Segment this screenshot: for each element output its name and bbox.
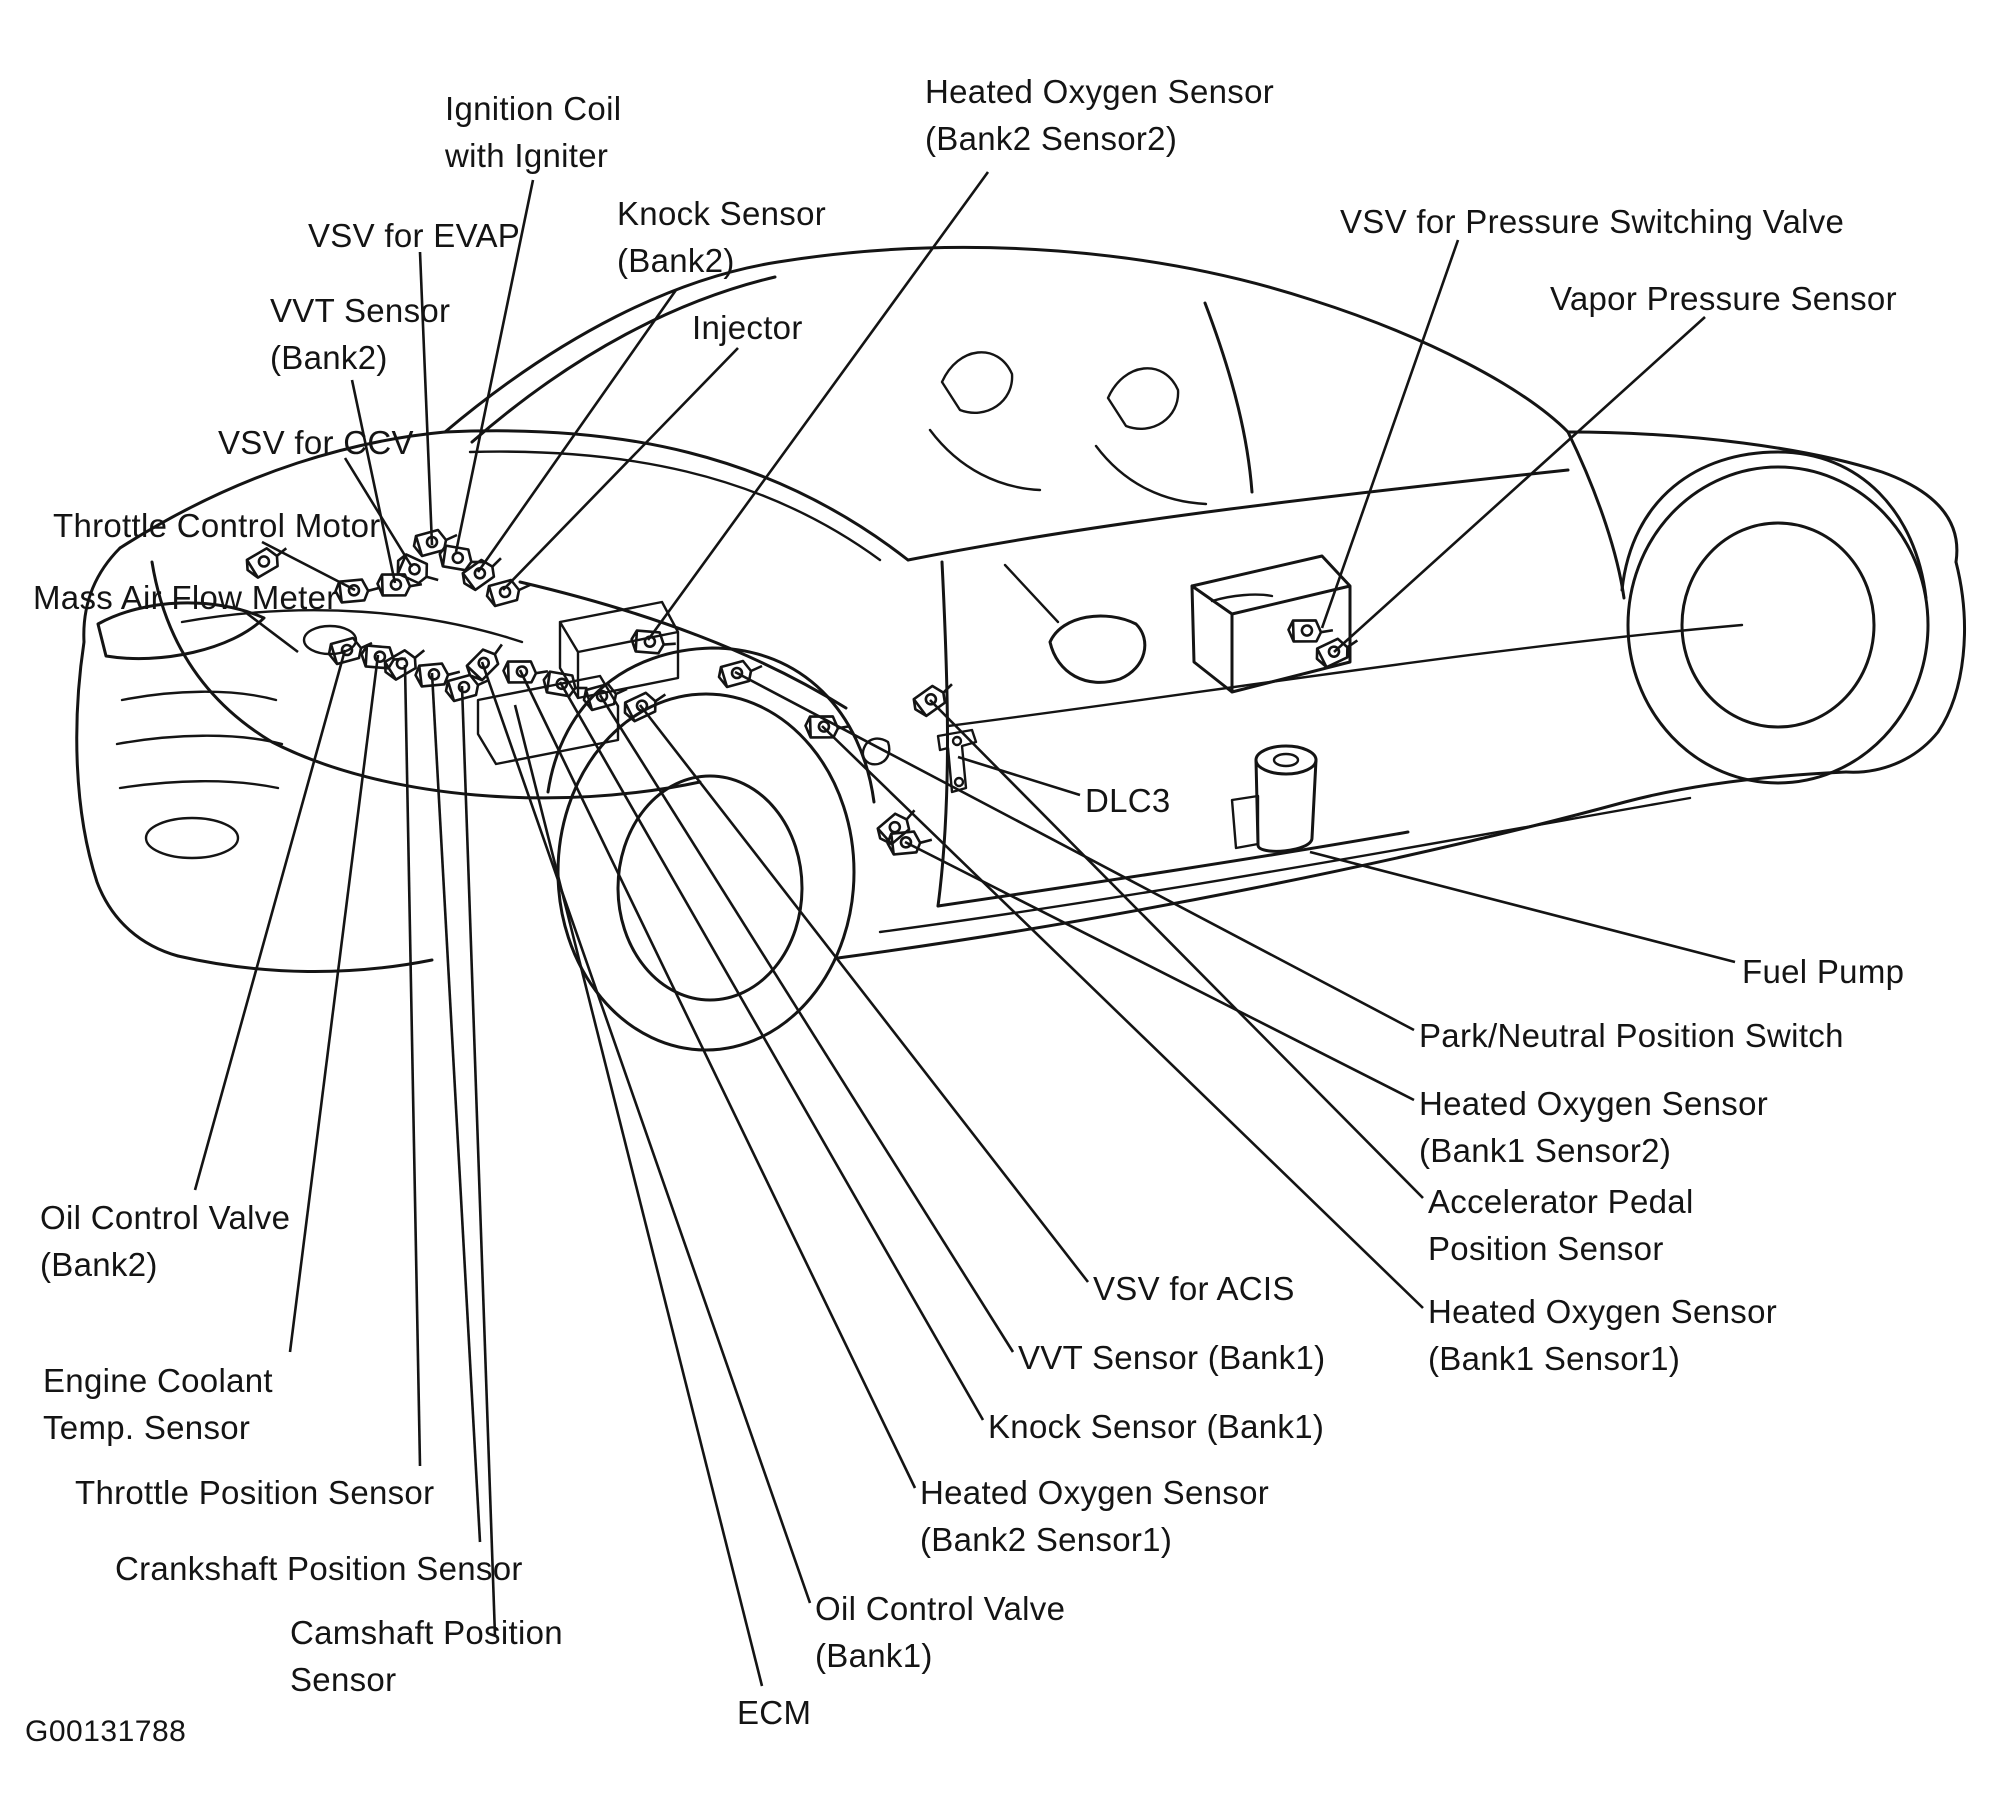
mass-air-flow-meter-label: Mass Air Flow Meter <box>33 579 338 616</box>
fuel-pump-label: Fuel Pump <box>1742 953 1905 990</box>
knock-sensor-bank2-label: Knock Sensor (Bank2) <box>617 195 827 279</box>
knock-sensor-bank1-label: Knock Sensor (Bank1) <box>988 1408 1325 1445</box>
ignition-coil-with-igniter-label: Ignition Coil with Igniter <box>445 90 622 174</box>
injector-label: Injector <box>692 309 803 346</box>
camshaft-position-sensor-label: Camshaft Position Sensor <box>290 1614 563 1698</box>
oil-control-valve-bank1-label: Oil Control Valve (Bank1) <box>815 1590 1066 1674</box>
figure-id: G00131788 <box>25 1715 187 1748</box>
vapor-pressure-sensor-label: Vapor Pressure Sensor <box>1550 280 1897 317</box>
vsv-for-evap-label: VSV for EVAP <box>308 217 521 254</box>
vsv-for-acis-label: VSV for ACIS <box>1093 1270 1295 1307</box>
heated-oxygen-sensor-bank1-sensor1-label: Heated Oxygen Sensor (Bank1 Sensor1) <box>1428 1293 1778 1377</box>
heated-oxygen-sensor-bank2-sensor1-label: Heated Oxygen Sensor (Bank2 Sensor1) <box>920 1474 1270 1558</box>
vvt-sensor-bank2-label: VVT Sensor (Bank2) <box>270 292 451 376</box>
throttle-control-motor-label: Throttle Control Motor <box>53 507 381 544</box>
accelerator-pedal-position-sensor-label: Accelerator Pedal Position Sensor <box>1428 1183 1694 1267</box>
heated-oxygen-sensor-bank2-sensor2-label: Heated Oxygen Sensor (Bank2 Sensor2) <box>925 73 1275 157</box>
dlc3-label: DLC3 <box>1085 782 1171 819</box>
oil-control-valve-bank2-label: Oil Control Valve (Bank2) <box>40 1199 291 1283</box>
engine-coolant-temp-sensor-label: Engine Coolant Temp. Sensor <box>43 1362 273 1446</box>
ecm-label: ECM <box>737 1694 812 1731</box>
vsv-for-pressure-switching-valve-label: VSV for Pressure Switching Valve <box>1340 203 1845 240</box>
throttle-position-sensor-label: Throttle Position Sensor <box>75 1474 435 1511</box>
heated-oxygen-sensor-bank1-sensor2-label: Heated Oxygen Sensor (Bank1 Sensor2) <box>1419 1085 1769 1169</box>
vsv-for-ccv-label: VSV for CCV <box>218 424 414 461</box>
park-neutral-position-switch-label: Park/Neutral Position Switch <box>1419 1017 1844 1054</box>
vvt-sensor-bank1-label: VVT Sensor (Bank1) <box>1018 1339 1326 1376</box>
crankshaft-position-sensor-label: Crankshaft Position Sensor <box>115 1550 523 1587</box>
